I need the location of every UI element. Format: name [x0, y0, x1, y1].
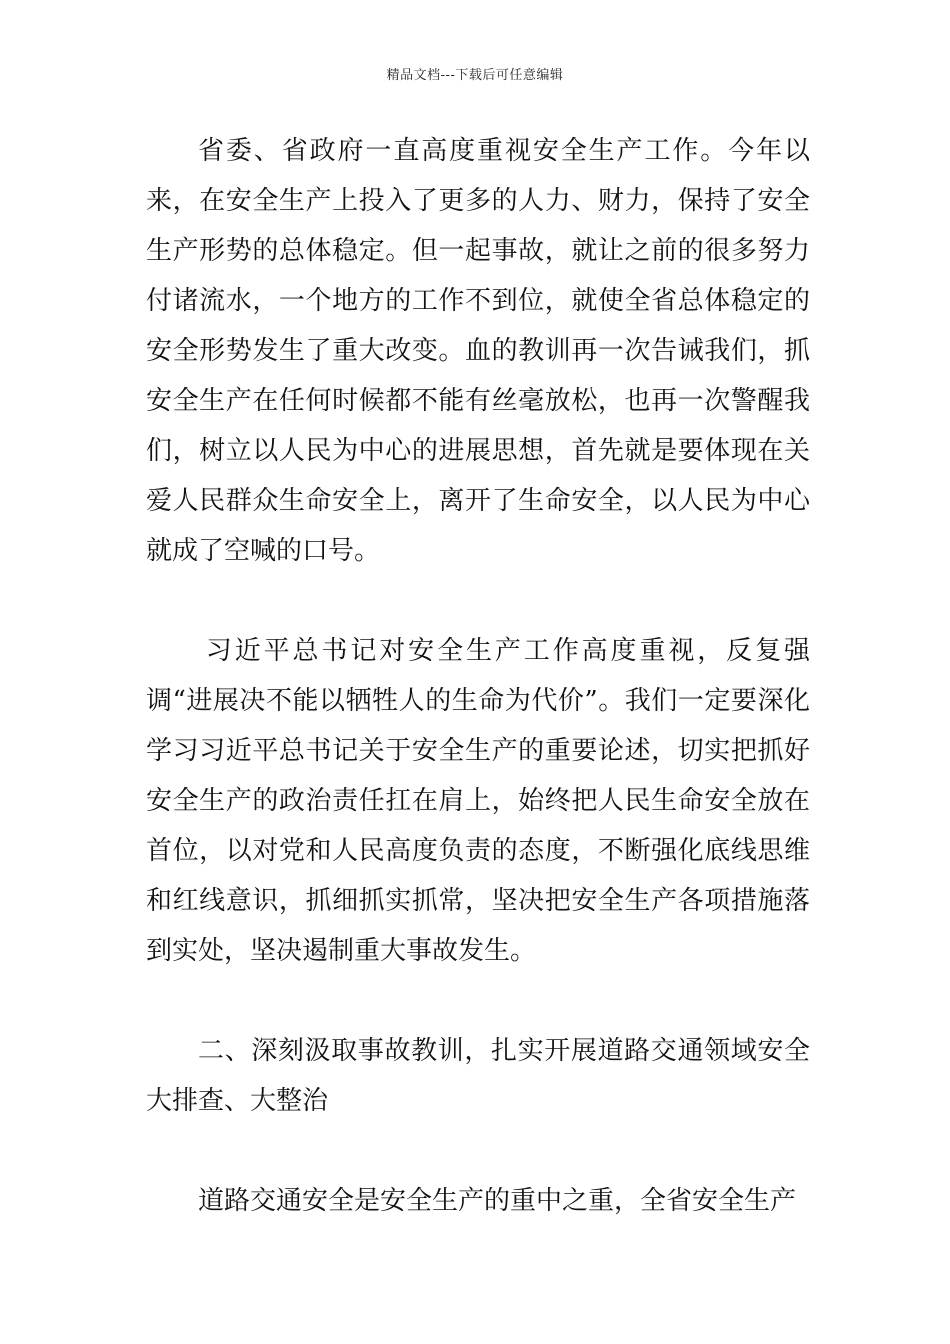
paragraph-3: 道路交通安全是安全生产的重中之重，全省安全生产	[198, 1186, 797, 1216]
section-heading: 二、深刻汲取事故教训，扎实开展道路交通领域安全大排查、大整治	[146, 1036, 810, 1116]
paragraph-1: 省委、省政府一直高度重视安全生产工作。今年以来，在安全生产上投入了更多的人力、财力，保持了安全生产形势的总体稳定。但一起事故，就让之前的很多努力付诸流水，一个地方的工作不到位，就使全省总体稳定的安全形势发生了重大改变。血的教训再一次告诫我们，抓安全生产在任何时候都不能有丝毫放松，也再一次警醒我们，树立以人民为中心的进展思想，首先就是要体现在关爱人民群众生命安全上，离开了生命安全，以人民为中心就成了空喊的口号。	[146, 136, 810, 566]
document-body	[146, 126, 810, 1226]
page-header: 精品文档---下载后可任意编辑	[386, 68, 564, 83]
paragraph-2: 习近平总书记对安全生产工作高度重视，反复强调“进展决不能以牺牲人的生命为代价”。我们一定要深化学习习近平总书记关于安全生产的重要论述，切实把抓好安全生产的政治责任扛在肩上，始终把人民生命安全放在首位，以对党和人民高度负责的态度，不断强化底线思维和红线意识，抓细抓实抓常，坚决把安全生产各项措施落到实处，坚决遏制重大事故发生。	[146, 636, 810, 966]
